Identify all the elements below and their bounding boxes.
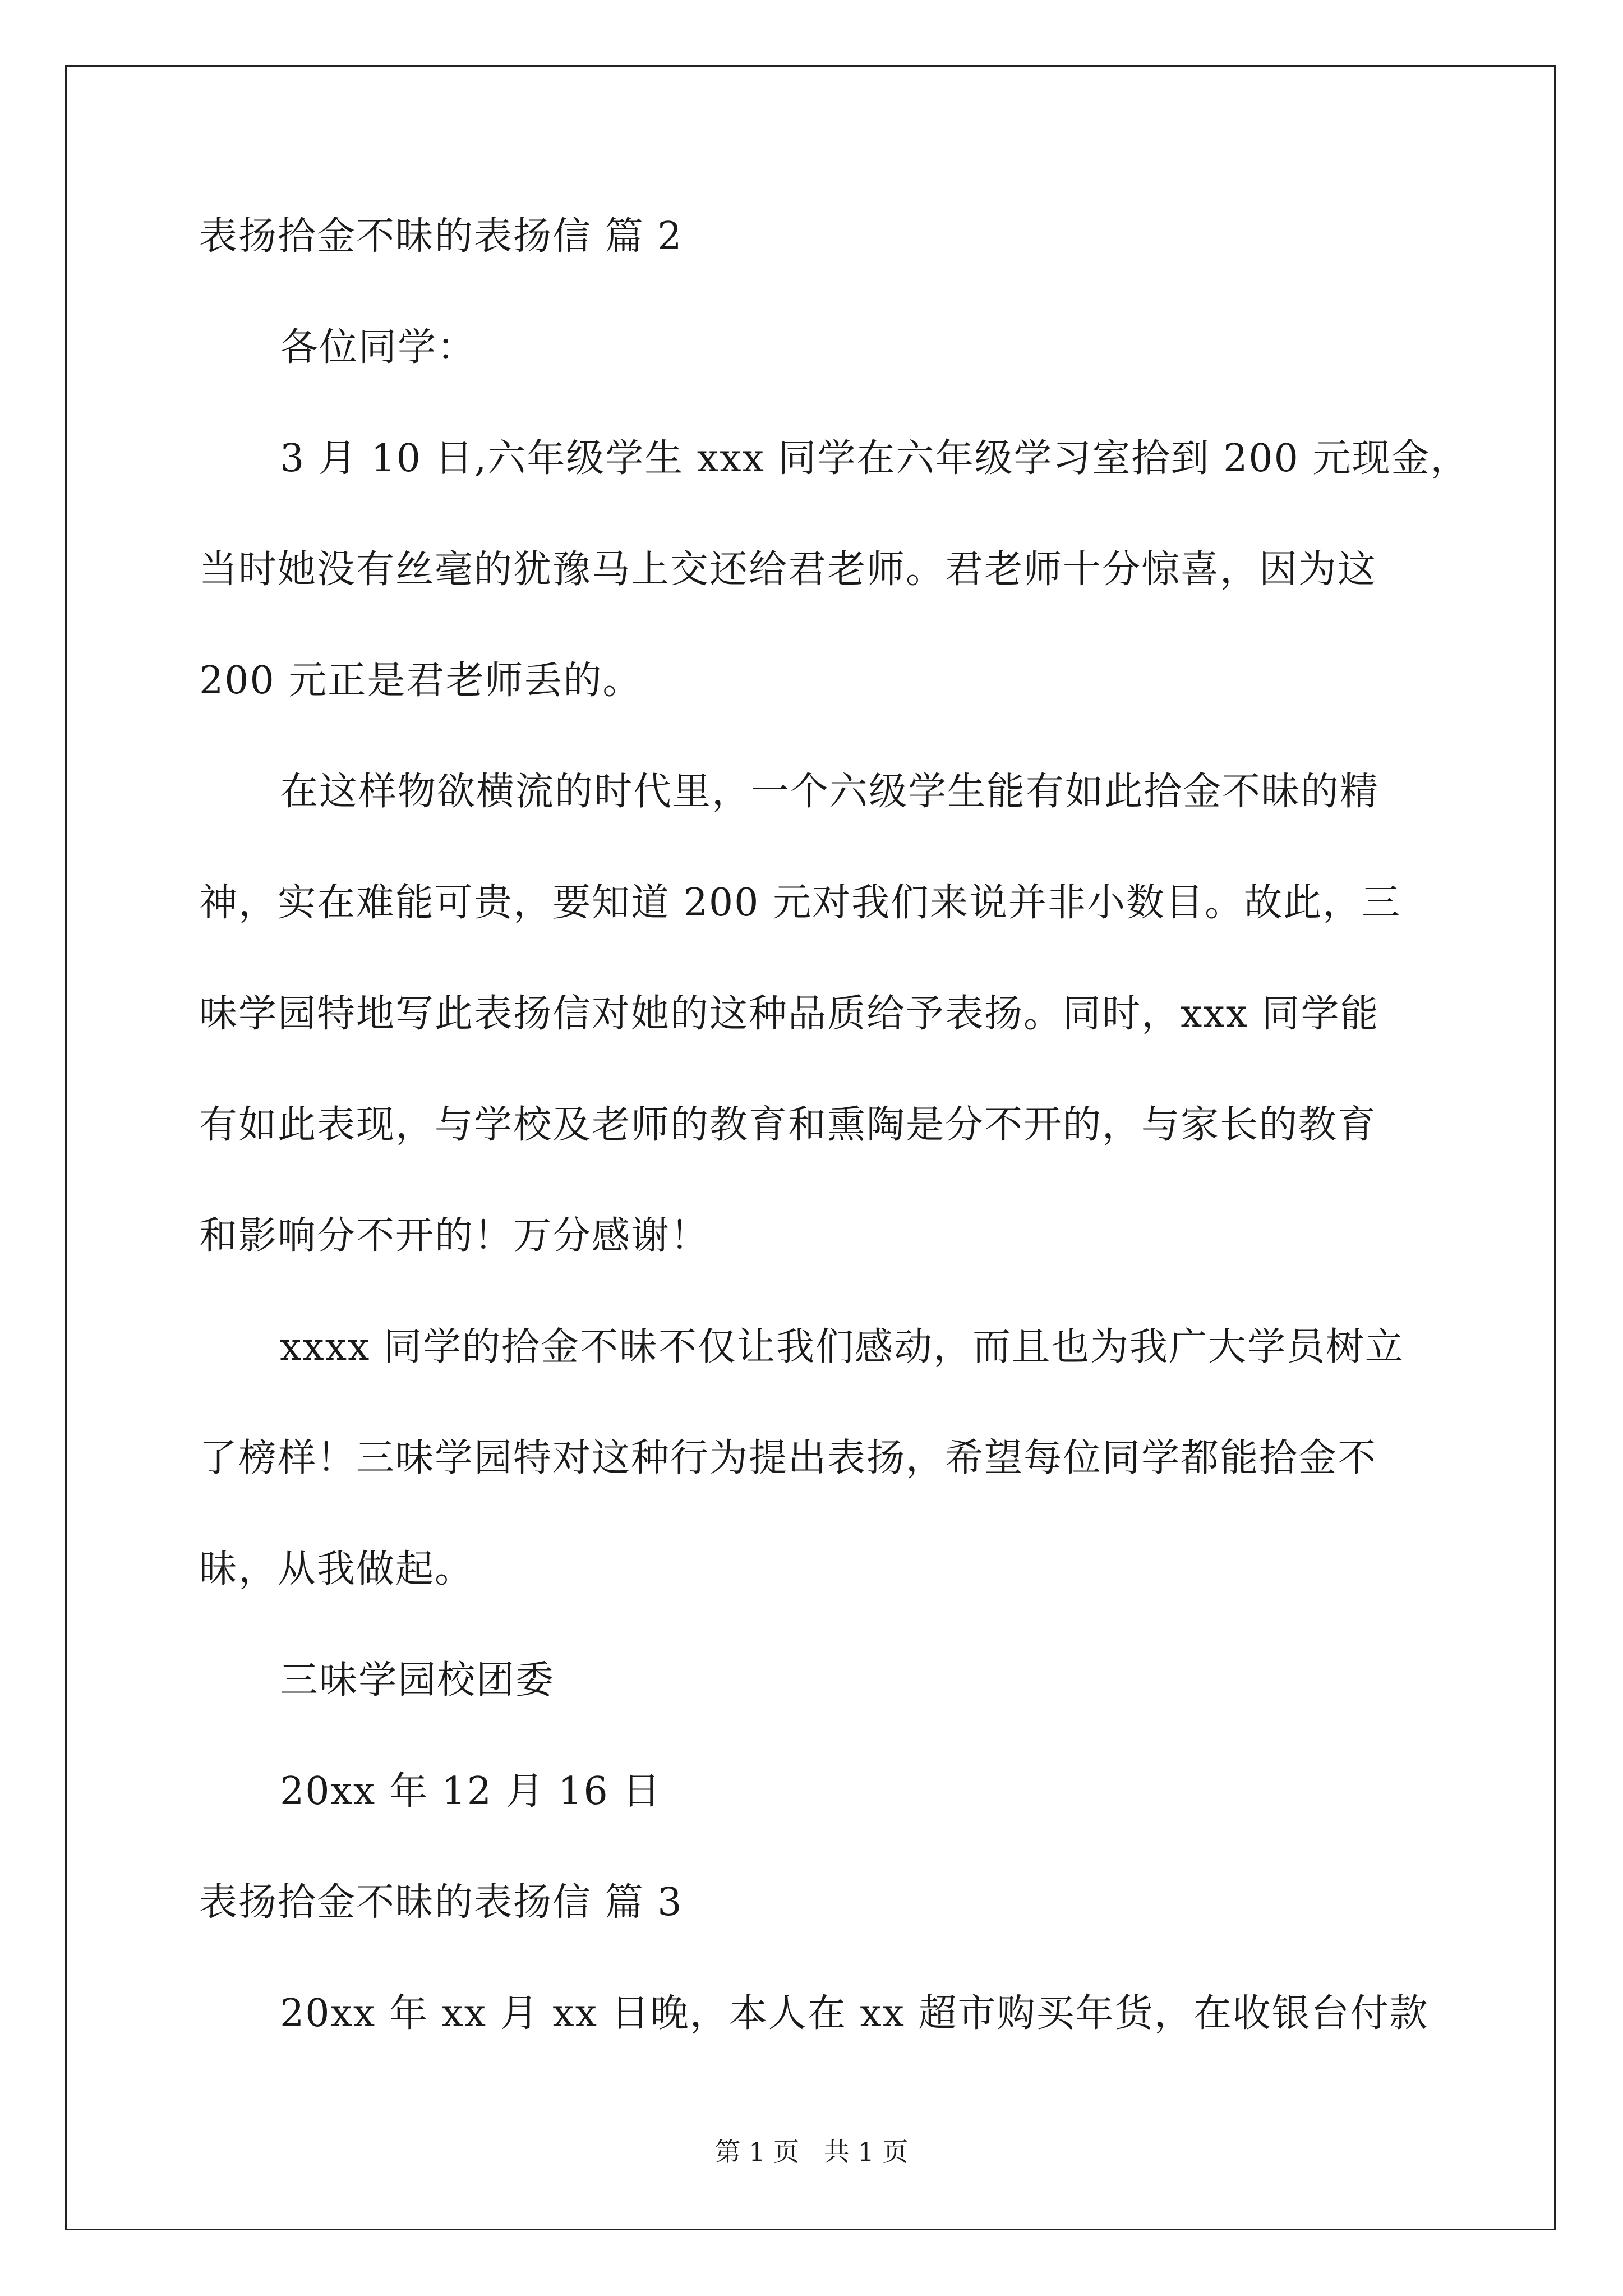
paragraph-line: 200 元正是君老师丢的。 [199,659,642,703]
paragraph-line: 味学园特地写此表扬信对她的这种品质给予表扬。同时，xxx 同学能 [199,992,1380,1036]
paragraph-line: 20xx 年 xx 月 xx 日晚，本人在 xx 超市购买年货，在收银台付款 [280,1991,1429,2036]
paragraph-line: xxxx 同学的拾金不昧不仅让我们感动，而且也为我广大学员树立 [280,1325,1405,1369]
paragraph-3 [199,1324,1422,1593]
section-heading-3: 表扬拾金不昧的表扬信 篇 3 [199,1880,683,1925]
paragraph-4 [199,1990,1429,2037]
date: 20xx 年 12 月 16 日 [280,1769,662,1814]
paragraph-line: 在这样物欲横流的时代里，一个六级学生能有如此拾金不昧的精 [280,770,1380,814]
paragraph-1 [199,435,1470,705]
document-body [199,213,1470,2037]
signature: 三味学园校团委 [280,1658,555,1703]
paragraph-line: 和影响分不开的！万分感谢！ [199,1214,710,1258]
paragraph-line: 3 月 10 日,六年级学生 xxx 同学在六年级学习室拾到 200 元现金， [280,436,1470,481]
salutation: 各位同学： [280,325,477,370]
paragraph-line: 当时她没有丝毫的犹豫马上交还给君老师。君老师十分惊喜，因为这 [199,547,1377,592]
section-heading-2: 表扬拾金不昧的表扬信 篇 2 [199,214,683,259]
paragraph-2 [199,769,1422,1260]
paragraph-line: 了榜样！三味学园特对这种行为提出表扬，希望每位同学都能拾金不 [199,1436,1377,1480]
paragraph-line: 昧，从我做起。 [199,1547,474,1591]
page-footer: 第 1 页 共 1 页 [714,2137,909,2167]
paragraph-line: 有如此表现，与学校及老师的教育和熏陶是分不开的，与家长的教育 [199,1103,1377,1147]
paragraph-line: 神，实在难能可贵，要知道 200 元对我们来说并非小数目。故此，三 [199,881,1401,925]
